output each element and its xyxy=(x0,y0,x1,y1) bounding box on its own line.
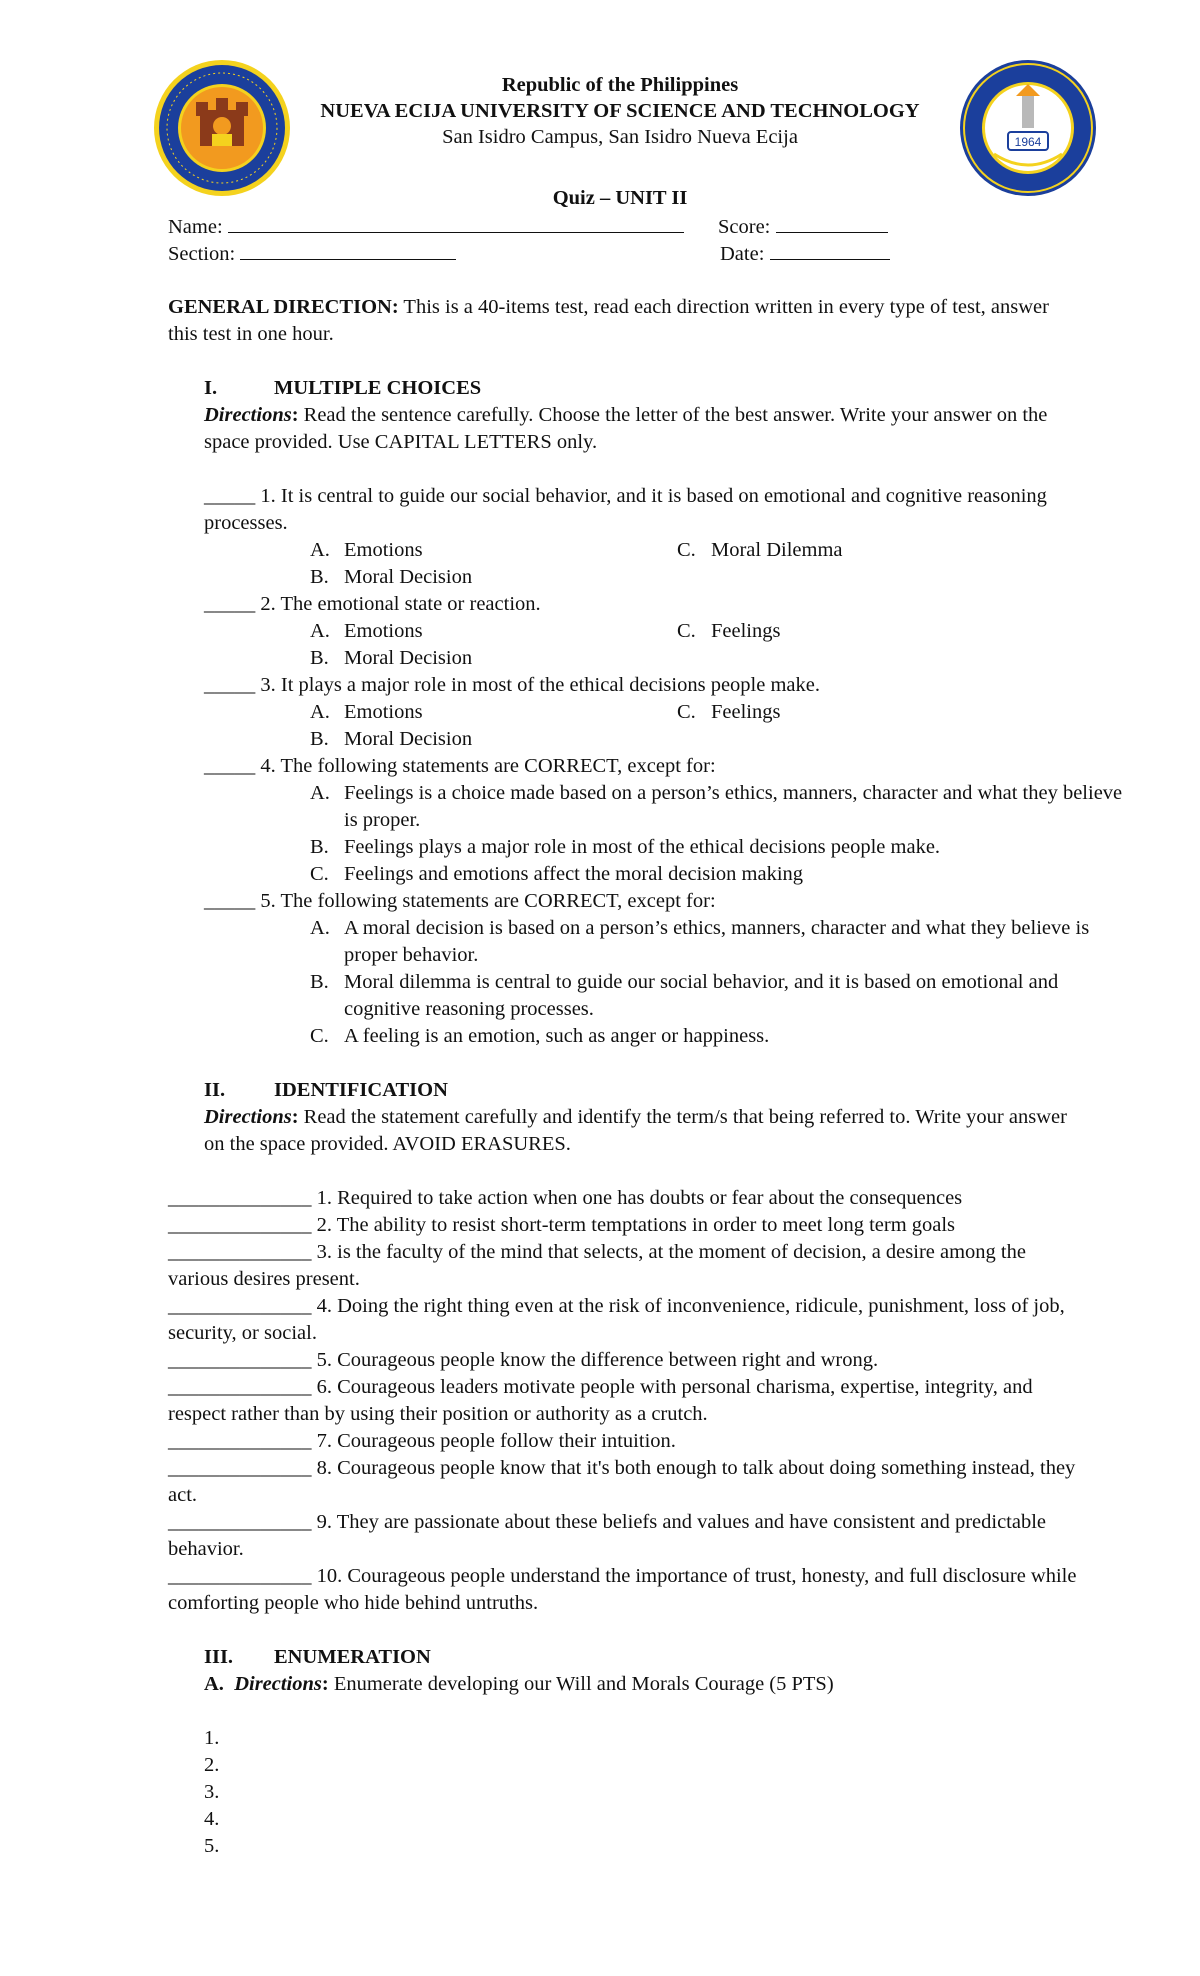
mc-2-option-c: C. Feelings xyxy=(677,620,781,642)
mc-3-option-b: B. Moral Decision xyxy=(310,728,473,750)
mc-2-option-a: A. Emotions xyxy=(310,620,423,642)
id-question-1: ______________ 1. Required to take action when one has doubts or fear about the consequences xyxy=(168,1187,963,1209)
republic-line: Republic of the Philippines xyxy=(501,74,739,96)
id-question-6: ______________ 6. Courageous leaders motivate people with personal charisma, expertise, integrity, and respect rather than by using their position or authority as a crutch. xyxy=(168,1376,1033,1425)
mc-question-1: _____ 1. It is central to guide our social behavior, and it is based on emotional and cognitive reasoning processes. xyxy=(204,485,1047,534)
mc-4-option-c: C. Feelings and emotions affect the moral decision making xyxy=(310,863,804,885)
mc-question-4: _____ 4. The following statements are CORRECT, except for: xyxy=(204,755,716,777)
enumeration-item-5[interactable]: 5. xyxy=(204,1835,220,1857)
id-question-4: ______________ 4. Doing the right thing even at the risk of inconvenience, ridicule, punishment, loss of job, security, or social. xyxy=(168,1295,1065,1344)
mc-question-3: _____ 3. It plays a major role in most of the ethical decisions people make. xyxy=(204,674,820,696)
mc-3-option-c: C. Feelings xyxy=(677,701,781,723)
mc-5-option-b: B. Moral dilemma is central to guide our social behavior, and it is based on emotional and cognitive reasoning processes. xyxy=(310,971,1059,1020)
answer-blank[interactable]: ______________ xyxy=(168,1511,312,1533)
section-enumeration-heading: III. ENUMERATION xyxy=(204,1646,431,1668)
answer-blank[interactable]: _____ xyxy=(204,674,256,696)
score-field: Score: xyxy=(718,213,888,241)
name-blank[interactable] xyxy=(228,213,684,233)
answer-blank[interactable]: _____ xyxy=(204,593,256,615)
mc-2-option-b: B. Moral Decision xyxy=(310,647,473,669)
mc-4-option-b: B. Feelings plays a major role in most of the ethical decisions people make. xyxy=(310,836,941,858)
answer-blank[interactable]: ______________ xyxy=(168,1349,312,1371)
campus-line: San Isidro Campus, San Isidro Nueva Ecija xyxy=(442,126,798,148)
id-question-7: ______________ 7. Courageous people follow their intuition. xyxy=(168,1430,676,1452)
id-question-2: ______________ 2. The ability to resist short-term temptations in order to meet long term goals xyxy=(168,1214,956,1236)
enumeration-item-1[interactable]: 1. xyxy=(204,1727,220,1749)
section-identification-heading: II. IDENTIFICATION xyxy=(204,1079,448,1101)
score-blank[interactable] xyxy=(776,213,888,233)
mc-4-option-a: A. Feelings is a choice made based on a person’s ethics, manners, character and what they believe is proper. xyxy=(310,782,1123,831)
answer-blank[interactable]: ______________ xyxy=(168,1214,312,1236)
date-blank[interactable] xyxy=(770,240,890,260)
answer-blank[interactable]: _____ xyxy=(204,485,256,507)
id-question-8: ______________ 8. Courageous people know that it's both enough to talk about doing something instead, they act. xyxy=(168,1457,1076,1506)
mc-5-option-c: C. A feeling is an emotion, such as anger or happiness. xyxy=(310,1025,770,1047)
id-question-9: ______________ 9. They are passionate about these beliefs and values and have consistent and predictable behavior. xyxy=(168,1511,1047,1560)
mc-1-option-b: B. Moral Decision xyxy=(310,566,473,588)
mc-3-option-a: A. Emotions xyxy=(310,701,423,723)
general-direction-label: GENERAL DIRECTION: xyxy=(168,296,399,318)
mc-5-option-a: A. A moral decision is based on a person’s ethics, manners, character and what they believe is proper behavior. xyxy=(310,917,1090,966)
answer-blank[interactable]: _____ xyxy=(204,890,256,912)
id-question-10: ______________ 10. Courageous people understand the importance of trust, honesty, and full disclosure while comforting people who hide behind untruths. xyxy=(168,1565,1077,1614)
answer-blank[interactable]: ______________ xyxy=(168,1430,312,1452)
section-multiple-choice-directions: Directions: Read the sentence carefully. Choose the letter of the best answer. Write your answer on the space provided. Use CAPITAL LETTERS only. xyxy=(204,404,1048,453)
svg-text:1964: 1964 xyxy=(1014,135,1042,149)
page-title: Quiz – UNIT II xyxy=(552,187,688,209)
answer-blank[interactable]: _____ xyxy=(204,755,256,777)
general-direction xyxy=(168,294,1080,348)
answer-blank[interactable]: ______________ xyxy=(168,1241,312,1263)
enumeration-item-4[interactable]: 4. xyxy=(204,1808,220,1830)
date-field: Date: xyxy=(720,240,890,268)
enumeration-item-3[interactable]: 3. xyxy=(204,1781,220,1803)
general-direction-text: This is a 40-items test, read each direction written in every type of test, answer this test in one hour. xyxy=(168,296,1049,345)
enumeration-item-2[interactable]: 2. xyxy=(204,1754,220,1776)
name-field: Name: xyxy=(168,213,684,241)
answer-blank[interactable]: ______________ xyxy=(168,1565,312,1587)
answer-blank[interactable]: ______________ xyxy=(168,1187,312,1209)
mc-1-option-c: C. Moral Dilemma xyxy=(677,539,843,561)
mc-question-5: _____ 5. The following statements are CORRECT, except for: xyxy=(204,890,716,912)
answer-blank[interactable]: ______________ xyxy=(168,1295,312,1317)
section-blank[interactable] xyxy=(240,240,456,260)
section-field: Section: xyxy=(168,240,456,268)
section-enumeration-directions: A. Directions: Enumerate developing our Will and Morals Courage (5 PTS) xyxy=(204,1673,834,1695)
mc-1-option-a: A. Emotions xyxy=(310,539,423,561)
id-question-5: ______________ 5. Courageous people know the difference between right and wrong. xyxy=(168,1349,879,1371)
section-multiple-choice-heading: I. MULTIPLE CHOICES xyxy=(204,377,482,399)
mc-question-2: _____ 2. The emotional state or reaction. xyxy=(204,593,541,615)
answer-blank[interactable]: ______________ xyxy=(168,1457,312,1479)
answer-blank[interactable]: ______________ xyxy=(168,1376,312,1398)
document-header xyxy=(0,72,1200,150)
university-name: NUEVA ECIJA UNIVERSITY OF SCIENCE AND TECHNOLOGY xyxy=(320,100,920,122)
section-identification-directions: Directions: Read the statement carefully and identify the term/s that being referred to. Write your answer on the space provided. AVOID ERASURES. xyxy=(204,1106,1067,1155)
id-question-3: ______________ 3. is the faculty of the mind that selects, at the moment of decision, a desire among the various desires present. xyxy=(168,1241,1026,1290)
